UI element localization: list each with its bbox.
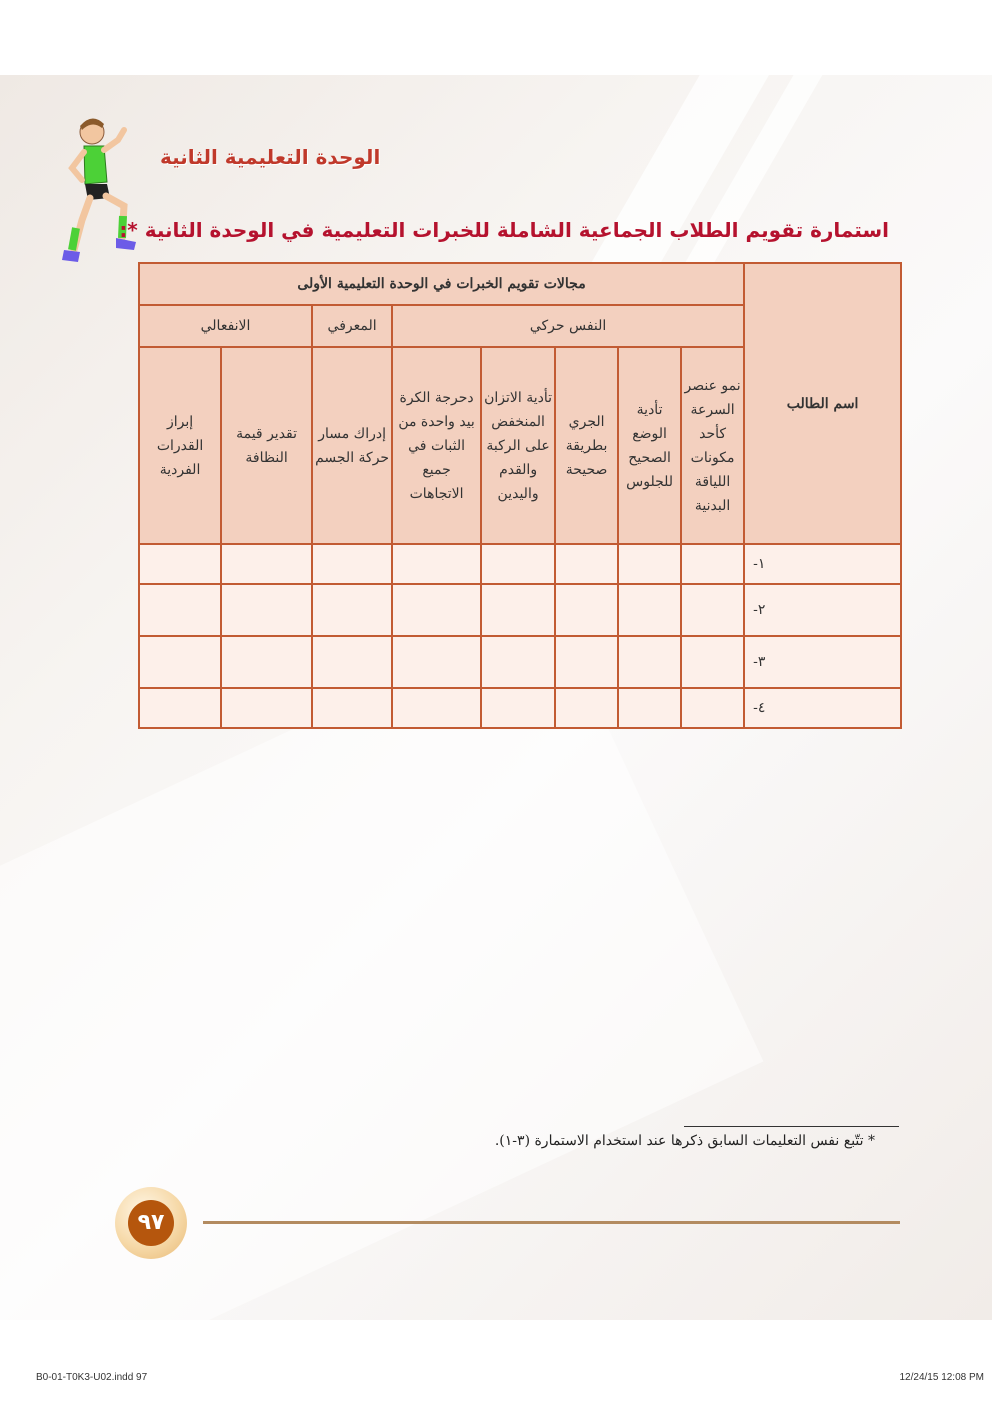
criterion-individual-abilities: إبراز القدرات الفردية xyxy=(139,347,221,544)
score-cell[interactable] xyxy=(555,584,618,636)
score-cell[interactable] xyxy=(681,688,744,728)
score-cell[interactable] xyxy=(312,636,392,688)
score-cell[interactable] xyxy=(681,636,744,688)
criterion-body-path: إدراك مسار حركة الجسم xyxy=(312,347,392,544)
row-number: ٢- xyxy=(744,584,901,636)
score-cell[interactable] xyxy=(481,544,555,584)
footnote: * تتّبع نفس التعليمات السابق ذكرها عند استخدام الاستمارة (٣-١). xyxy=(494,1133,875,1149)
criterion-ball-rolling: دحرجة الكرة بيد واحدة من الثبات في جميع الاتجاهات xyxy=(392,347,481,544)
score-cell[interactable] xyxy=(392,584,481,636)
page-number: ٩٧ xyxy=(128,1200,174,1246)
criterion-cleanliness: تقدير قيمة النظافة xyxy=(221,347,312,544)
domain-affective: الانفعالي xyxy=(139,305,312,347)
score-cell[interactable] xyxy=(618,544,681,584)
score-cell[interactable] xyxy=(392,636,481,688)
score-cell[interactable] xyxy=(221,584,312,636)
page-number-badge xyxy=(115,1187,187,1259)
criterion-balance: تأدية الاتزان المنخفض على الركبة والقدم واليدين xyxy=(481,347,555,544)
table-row xyxy=(139,688,901,728)
evaluation-table xyxy=(138,262,902,729)
score-cell[interactable] xyxy=(139,584,221,636)
score-cell[interactable] xyxy=(221,688,312,728)
form-title: استمارة تقويم الطلاب الجماعية الشاملة للخبرات التعليمية في الوحدة الثانية *: xyxy=(119,218,889,242)
domains-header: مجالات تقويم الخبرات في الوحدة التعليمية الأولى xyxy=(139,263,744,305)
domain-psychomotor: النفس حركي xyxy=(392,305,744,347)
score-cell[interactable] xyxy=(555,636,618,688)
table-row xyxy=(139,584,901,636)
footnote-divider xyxy=(684,1126,899,1127)
row-number: ٤- xyxy=(744,688,901,728)
score-cell[interactable] xyxy=(555,688,618,728)
score-cell[interactable] xyxy=(481,636,555,688)
table-row xyxy=(139,544,901,584)
score-cell[interactable] xyxy=(312,584,392,636)
score-cell[interactable] xyxy=(221,636,312,688)
criterion-sitting-posture: تأدية الوضع الصحيح للجلوس xyxy=(618,347,681,544)
unit-title: الوحدة التعليمية الثانية xyxy=(160,145,381,169)
runner-illustration xyxy=(52,110,147,280)
score-cell[interactable] xyxy=(681,544,744,584)
row-number: ١- xyxy=(744,544,901,584)
score-cell[interactable] xyxy=(312,688,392,728)
score-cell[interactable] xyxy=(618,584,681,636)
score-cell[interactable] xyxy=(392,544,481,584)
criterion-speed: نمو عنصر السرعة كأحد مكونات اللياقة البدنية xyxy=(681,347,744,544)
score-cell[interactable] xyxy=(139,688,221,728)
score-cell[interactable] xyxy=(221,544,312,584)
score-cell[interactable] xyxy=(681,584,744,636)
score-cell[interactable] xyxy=(139,544,221,584)
score-cell[interactable] xyxy=(618,688,681,728)
score-cell[interactable] xyxy=(139,636,221,688)
print-slug-file: B0-01-T0K3-U02.indd 97 xyxy=(36,1372,148,1383)
score-cell[interactable] xyxy=(481,584,555,636)
footer-rule xyxy=(203,1221,900,1224)
score-cell[interactable] xyxy=(555,544,618,584)
print-slug-date: 12/24/15 12:08 PM xyxy=(899,1372,984,1383)
row-number: ٣- xyxy=(744,636,901,688)
score-cell[interactable] xyxy=(392,688,481,728)
score-cell[interactable] xyxy=(618,636,681,688)
table-row xyxy=(139,636,901,688)
student-name-header: اسم الطالب xyxy=(744,263,901,544)
criterion-running: الجري بطريقة صحيحة xyxy=(555,347,618,544)
domain-cognitive: المعرفي xyxy=(312,305,392,347)
score-cell[interactable] xyxy=(481,688,555,728)
score-cell[interactable] xyxy=(312,544,392,584)
